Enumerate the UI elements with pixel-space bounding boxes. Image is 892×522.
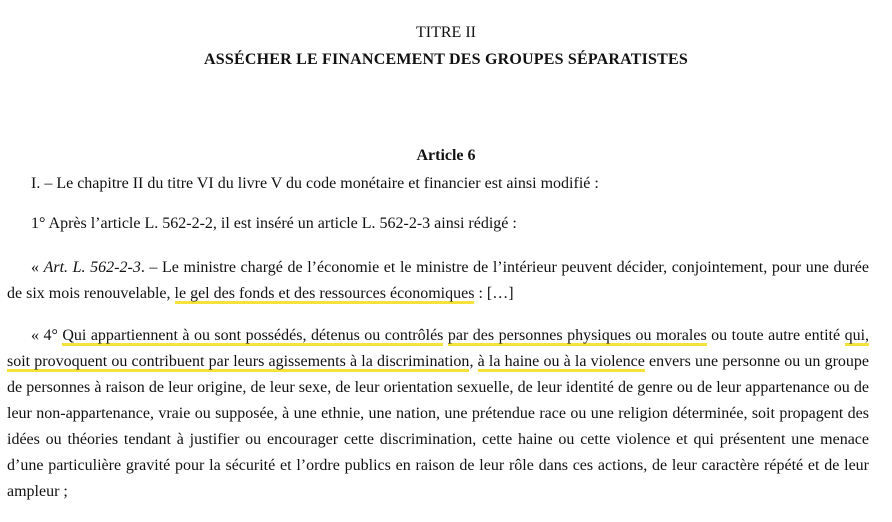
article-body: . – Le ministre chargé de l’économie et le ministre de l’intérieur peuvent décider, conjointement, pour une durée de six mois renouvelable, [7,259,870,302]
highlighted-phrase: qui, soit provoquent ou contribuent par leurs agissements à la discrimination [7,327,870,370]
titre-subtitle: ASSÉCHER LE FINANCEMENT DES GROUPES SÉPARATISTES [204,51,688,68]
highlighted-phrase: à la haine ou à la violence [477,353,645,370]
paragraph-first-point: 1° Après l’article L. 562-2-2, il est inséré un article L. 562-2-3 ainsi rédigé : [31,215,517,232]
highlighted-phrase: Qui appartiennent à ou sont possédés, détenus ou contrôlés [62,327,444,344]
article-reference: Art. L. 562-2-3 [43,259,141,276]
point-open: « 4° [31,327,63,344]
text-segment: envers une personne ou un groupe de personnes à raison de leur origine, de leur sexe, de leur orientation sexuelle, de leur identité de genre ou de leur appartenance ou de leur non-appartenance, vraie ou supposée, à une ethnie, une nation, une prétendue race ou une religion déterminée, soit propagent des idées ou théories tendant à justifier ou encourager cette discrimination, cette haine ou cette violence et qui présentent une menace d’une particulière gravité pour la sécurité et l’ordre publics en raison de leur rôle dans ces actions, de leur caractère répété et de leur ampleur ; [7,353,870,500]
titre-heading: TITRE II [416,24,476,41]
quote-open: « [31,259,44,276]
paragraph-intro: I. – Le chapitre II du titre VI du livre V du code monétaire et financier est ainsi modifié : [31,175,599,192]
paragraph-fourth-point [7,323,869,505]
article-tail: : […] [474,285,514,302]
highlighted-phrase: le gel des fonds et des ressources économiques [174,285,475,302]
paragraph-article-text [7,255,869,307]
text-segment: , [469,353,478,370]
highlighted-phrase: par des personnes physiques ou morales [447,327,707,344]
text-segment: ou toute autre entité [706,327,845,344]
article-heading: Article 6 [416,147,476,164]
